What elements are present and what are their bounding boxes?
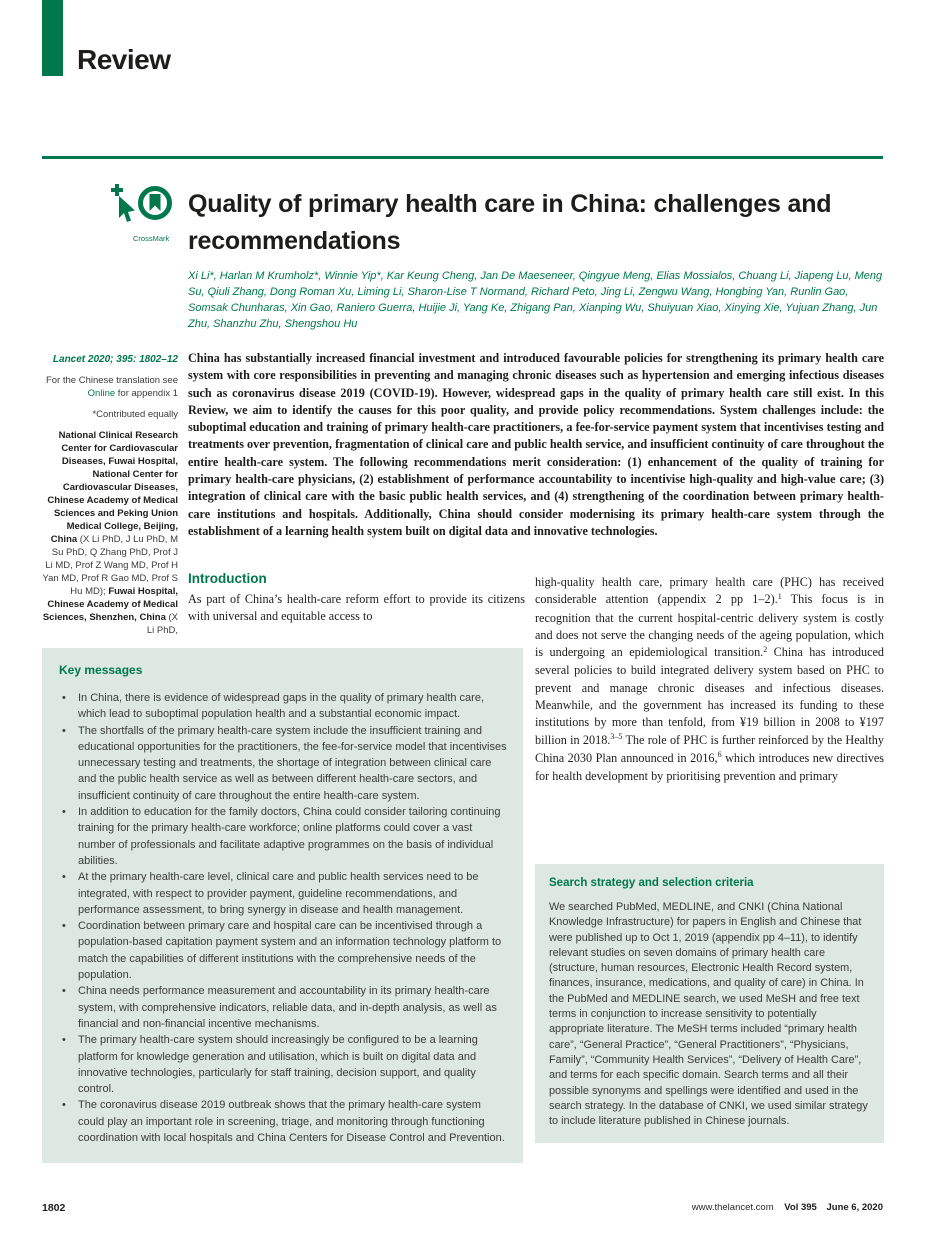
key-message-item: • Coordination between primary care and hospital care can be incentivised through a population-based capitation payment system and an information technology platform to match the capabilities of different institutions with the comprehensive needs of the population. [59,918,507,983]
footer-volume: Vol 395 [784,1202,817,1213]
translation-note-text: For the Chinese translation see [45,375,178,386]
search-strategy-body: We searched PubMed, MEDLINE, and CNKI (China National Knowledge Infrastructure) for papers in English and Chinese that were published up to Oct 1, 2019 (appendix pp 4–11), to identify relevant studies on seven domains of primary health care (structure, human resources, Electronic Health Record system, finances, insurance, medications, and quality of care) in China. In the PubMed and MEDLINE search, we used MeSH and free text terms in conjunction to increase sensitivity to potentially appropriate literature. The MeSH terms included “primary health care”, “General Practice”, “General Practitioners”, “Physicians, Family”, “Community Health Services”, “Delivery of Health Care”, and terms for each specific domain. Search terms and all their possible synonyms and spellings were identified and used in the search strategy. In the database of CNKI, we used similar strategy to include literature published in Chinese journals. [549,901,868,1128]
crossmark-icon [111,184,173,228]
footer-info [692,1202,883,1213]
body-text: This focus is in recognition that the current hospital-centric delivery system is costly and does not serve the changing needs of the ageing population, which is undergoing an epidemiological transition. [535,592,884,660]
footer-site-link[interactable]: www.thelancet.com [691,1202,774,1213]
search-strategy-heading: Search strategy and selection criteria [549,877,754,889]
crossmark-badge[interactable] [111,184,181,243]
article-title: Quality of primary health care in China: challenges and recommendations [188,190,832,255]
header-rule [42,156,883,159]
body-text: The role of PHC is further reinforced by the Healthy China 2030 Plan announced in 2016, [535,732,884,765]
affiliation-1: National Clinical Research Center for Cardiovascular Diseases, Fuwai Hospital, National Center for Cardiovascular Diseases, Chinese Academy of Medical Sciences and Peking Union Medical College, Beijing, China [47,430,178,545]
reference-superscript: 2 [763,644,768,654]
abstract-text: China has substantially increased financial investment and introduced favourable policies for strengthening its primary health care system with core responsibilities in preventing and managing chronic diseases such as hypertension and emerging infectious diseases such as coronavirus disease 2019 (COVID-19). However, widespread gaps in the quality of primary health care still exist. In this Review, we aim to identify the causes for this poor quality, and provide policy recommendations. System challenges include: the suboptimal education and training of primary health-care practitioners, a fee-for-service payment system that incentivises testing and treatments over prevention, fragmentation of clinical care and public health service, and insufficient continuity of care throughout the entire health-care system. The following recommendations merit consideration: (1) enhancement of the quality of training for primary health-care physicians, (2) establishment of performance accountability to incentivise high-quality and high-value care; (3) integration of clinical care with the basic public health services, and (4) strengthening of the coordination between primary health-care institutions and hospitals. Additionally, China should consider modernising its primary health-care system through the establishment of a learning health system built on digital data and innovative technologies. [188,351,884,538]
key-messages-list [59,690,507,1146]
translation-note [42,374,178,400]
sidebar-metadata [42,353,178,637]
body-text: China has introduced several policies to build integrated delivery system based on PHC to prevent and manage chronic diseases and infectious diseases. Meanwhile, and the government has increased its funding to these institutions by more than tenfold, from ¥19 billion in 2008 to ¥197 billion in 2018. [535,645,884,747]
page-number: 1802 [42,1202,66,1214]
contributed-equally-note: *Contributed equally [92,409,178,420]
key-message-item: • In addition to education for the family doctors, China could consider tailoring continuing training for the primary health-care workforce; online platforms could cover a vast number of professionals and facilitate adaptive programmes on the basis of individual abilities. [59,804,507,869]
citation: Lancet 2020; 395: 1802–12 [52,354,178,365]
key-message-item: • In China, there is evidence of widespread gaps in the quality of primary health care, which lead to suboptimal population health and a substantial economic impact. [59,690,507,723]
key-message-item: • The coronavirus disease 2019 outbreak shows that the primary health-care system could play an important role in screening, triage, and monitoring through functioning coordination with local hospitals and China Centers for Disease Control and Prevention. [59,1097,507,1146]
translation-note-text-after: for appendix 1 [117,388,178,399]
key-messages-heading: Key messages [59,663,143,677]
introduction-left-column: As part of China’s health-care reform effort to provide its citizens with universal and equitable access to [188,592,525,624]
key-message-item: • The shortfalls of the primary health-care system include the insufficient training and educational opportunities for the practitioners, the fee-for-service model that incentivises unnecessary testing and treatments, the shortage of integration between clinical care and the public health service as well as between different health-care sectors, and insufficient continuity of care throughout the entire health-care system. [59,723,507,804]
author-list: Xi Li*, Harlan M Krumholz*, Winnie Yip*, Kar Keung Cheng, Jan De Maeseneer, Qingyue Meng, Elias Mossialos, Chuang Li, Jiapeng Lu, Meng Su, Qiuli Zhang, Dong Roman Xu, Liming Li, Sharon-Lise T Normand, Richard Peto, Jing Li, Zengwu Wang, Hongbing Yan, Runlin Gao, Somsak Chunharas, Xin Gao, Raniero Guerra, Huijie Ji, Yang Ke, Zhigang Pan, Xianping Wu, Shuiyuan Xiao, Xinying Xie, Yujuan Zhang, Jun Zhu, Shanzhu Zhu, Shengshou Hu [188,270,883,330]
introduction-right-column [535,574,884,786]
affiliations [42,429,178,637]
body-text: high-quality health care, primary health care (PHC) has received considerable attention (appendix 2 pp 1–2). [535,575,884,607]
reference-superscript: 6 [717,750,722,760]
section-color-bar [42,0,63,76]
section-label: Review [77,44,171,75]
reference-superscript: 3–5 [610,732,623,742]
affiliation-2: Fuwai Hospital, Chinese Academy of Medical Sciences, Shenzhen, China [42,586,178,623]
affiliation-2-people: (X Li PhD, [146,612,178,636]
key-messages-panel [42,648,523,1163]
search-strategy-panel [535,864,884,1143]
footer-date: June 6, 2020 [826,1202,883,1213]
affiliation-1-people: (X Li PhD, J Lu PhD, M Su PhD, Q Zhang PhD, Prof J Li MD, Prof Z Wang MD, Prof H Yan MD, Prof R Gao MD, Prof S Hu MD); [42,534,178,597]
crossmark-label: CrossMark [133,234,170,243]
body-text: which introduces new directives for health development by prioritising prevention and primary [535,750,884,784]
key-message-item: • The primary health-care system should increasingly be configured to be a learning platform for knowledge generation and utilisation, which is built on digital data and innovative technologies, particularly for staff training, decision support, and quality control. [59,1032,507,1097]
reference-superscript: 1 [777,591,782,601]
key-message-item: • China needs performance measurement and accountability in its primary health-care system, with comprehensive indicators, reliable data, and in-depth analysis, as well as financial and non-financial incentive mechanisms. [59,983,507,1032]
introduction-heading: Introduction [188,571,267,586]
key-message-item: • At the primary health-care level, clinical care and public health services need to be integrated, with respect to provider payment, guideline recommendations, and performance assessment, to bring synergy in disease and health management. [59,869,507,918]
online-link[interactable]: Online [87,388,116,399]
